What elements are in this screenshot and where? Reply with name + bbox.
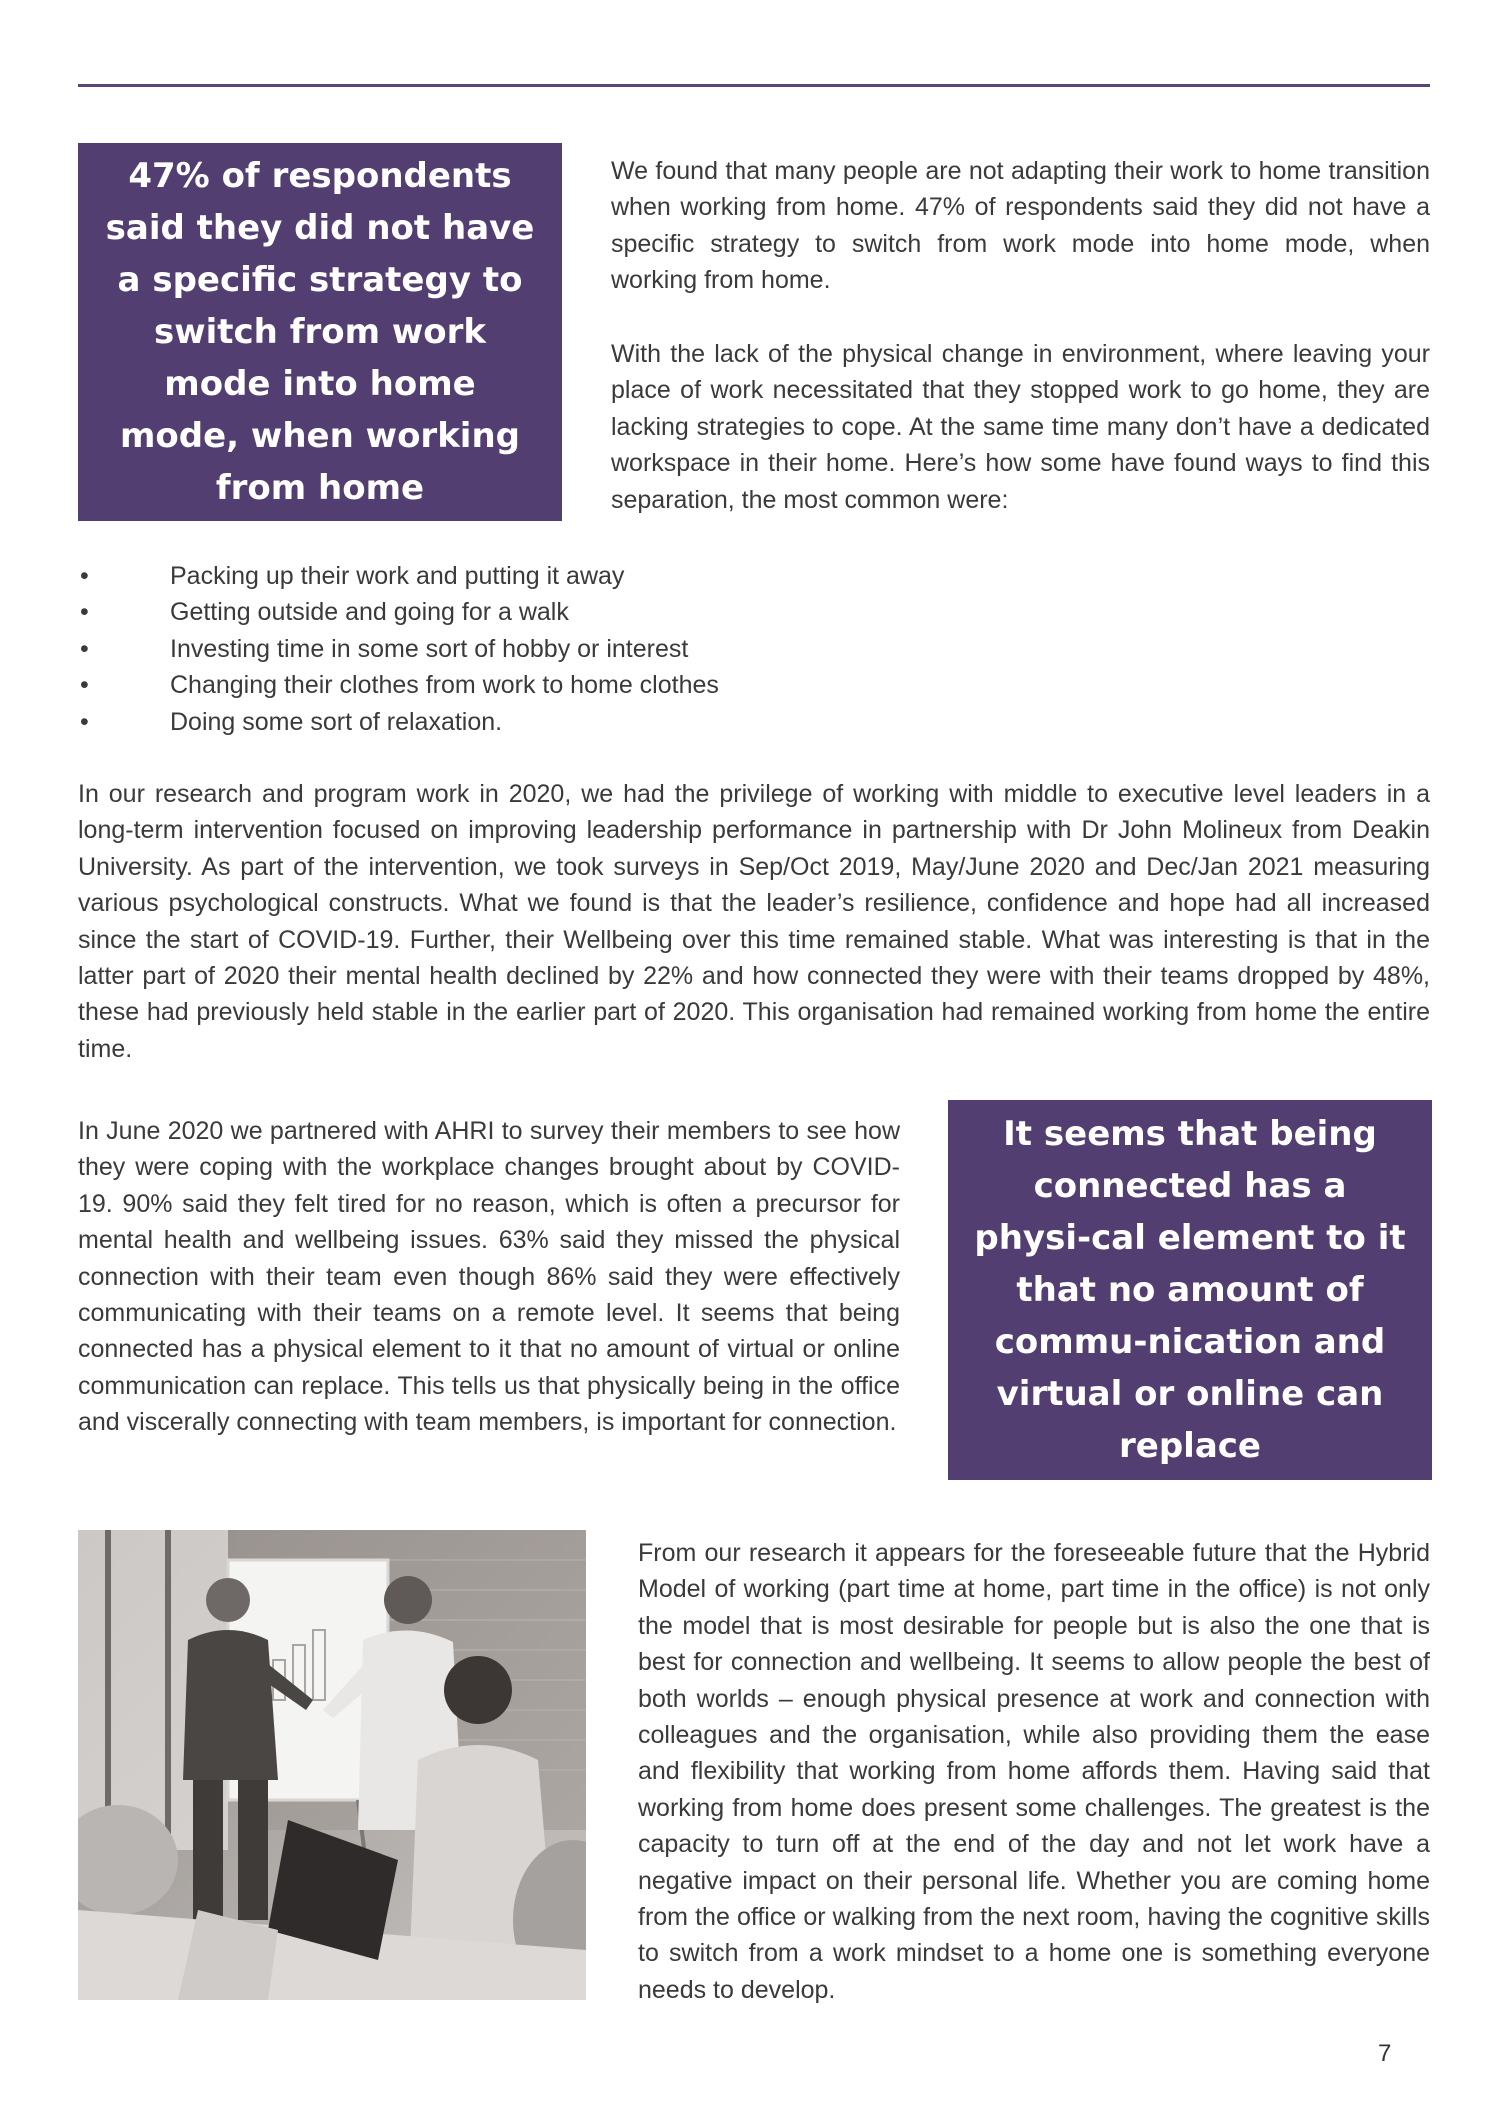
body-paragraph: From our research it appears for the foreseeable future that the Hybrid Model of working (part time at home, part time in the office) is not only the model that is most desirable for people but is also the one that is best for connection and wellbeing. It seems to allow people the best of both worlds – enough physical presence at work and connection with colleagues and the organisation, while also providing them the ease and flexibility that working from home affords them. Having said that working from home does present some challenges. The greatest is the capacity to turn off at the end of the day and not let work have a negative impact on their personal life. Whether you are coming home from the office or walking from the next room, having the cognitive skills to switch from a work mindset to a home one is something everyone needs to develop. [638,1539,1430,2004]
list-item [78,631,978,667]
body-paragraph: In our research and program work in 2020, we had the privilege of working with middle to executive level leaders in a long-term intervention focused on improving leadership performance in partnership with Dr John Molineux from Deakin University. As part of the intervention, we took surveys in Sep/Oct 2019, May/June 2020 and Dec/Jan 2021 measuring various psychological constructs. What we found is that the leader’s resilience, confidence and hope had all increased since the start of COVID-19. Further, their Wellbeing over this time remained stable. What was interesting is that in the latter part of 2020 their mental health declined by 22% and how connected they were with their teams dropped by 48%, these had previously held stable in the earlier part of 2020. This organisation had remained working from home the entire time. [78,780,1430,1063]
list-item-text: Doing some sort of relaxation. [170,707,503,736]
list-item-text: Investing time in some sort of hobby or interest [170,634,689,663]
bullet-icon: • [80,598,89,627]
office-meeting-photo [78,1530,586,2000]
body-paragraph: In June 2020 we partnered with AHRI to survey their members to see how they were coping with the workplace changes brought about by COVID-19. 90% said they felt tired for no reason, which is often a precursor for mental health and wellbeing issues. 63% said they missed the physical connection with their team even though 86% said they were effectively communicating with their teams on a remote level. It seems that being connected has a physical element to it that no amount of virtual or online communication can replace. This tells us that physically being in the office and viscerally connecting with team members, is important for connection. [78,1117,900,1437]
pull-quote-text: 47% of respondents said they did not have a specific strategy to switch from work mode into home mode, when working from home [105,156,535,508]
list-item-text: Changing their clothes from work to home clothes [170,671,719,700]
body-paragraph: With the lack of the physical change in environment, where leaving your place of work necessitated that they stopped work to go home, they are lacking strategies to cope. At the same time many don’t have a dedicated workspace in their home. Here’s how some have found ways to find this separation, the most common were: [611,340,1430,514]
list-item [78,558,978,594]
page-number: 7 [1378,2040,1392,2067]
bullet-icon: • [80,707,89,736]
body-paragraph: We found that many people are not adapting their work to home transition when working from home. 47% of respondents said they did not have a specific strategy to switch from work mode into home mode, when working from home. [611,157,1430,295]
list-item-text: Packing up their work and putting it away [170,562,625,590]
bullet-icon: • [80,562,89,590]
top-divider [78,84,1430,87]
list-item [78,704,978,740]
pull-quote-box [78,143,562,521]
list-item [78,667,978,703]
list-item [78,594,978,630]
bullet-icon: • [80,671,89,700]
pull-quote-text: It seems that being connected has a physi-cal element to it that no amount of commu-nication and virtual or online can replace [974,1114,1406,1466]
strategy-list [78,558,978,740]
list-item-text: Getting outside and going for a walk [170,598,569,627]
pull-quote-box [948,1100,1432,1480]
bullet-icon: • [80,634,89,663]
